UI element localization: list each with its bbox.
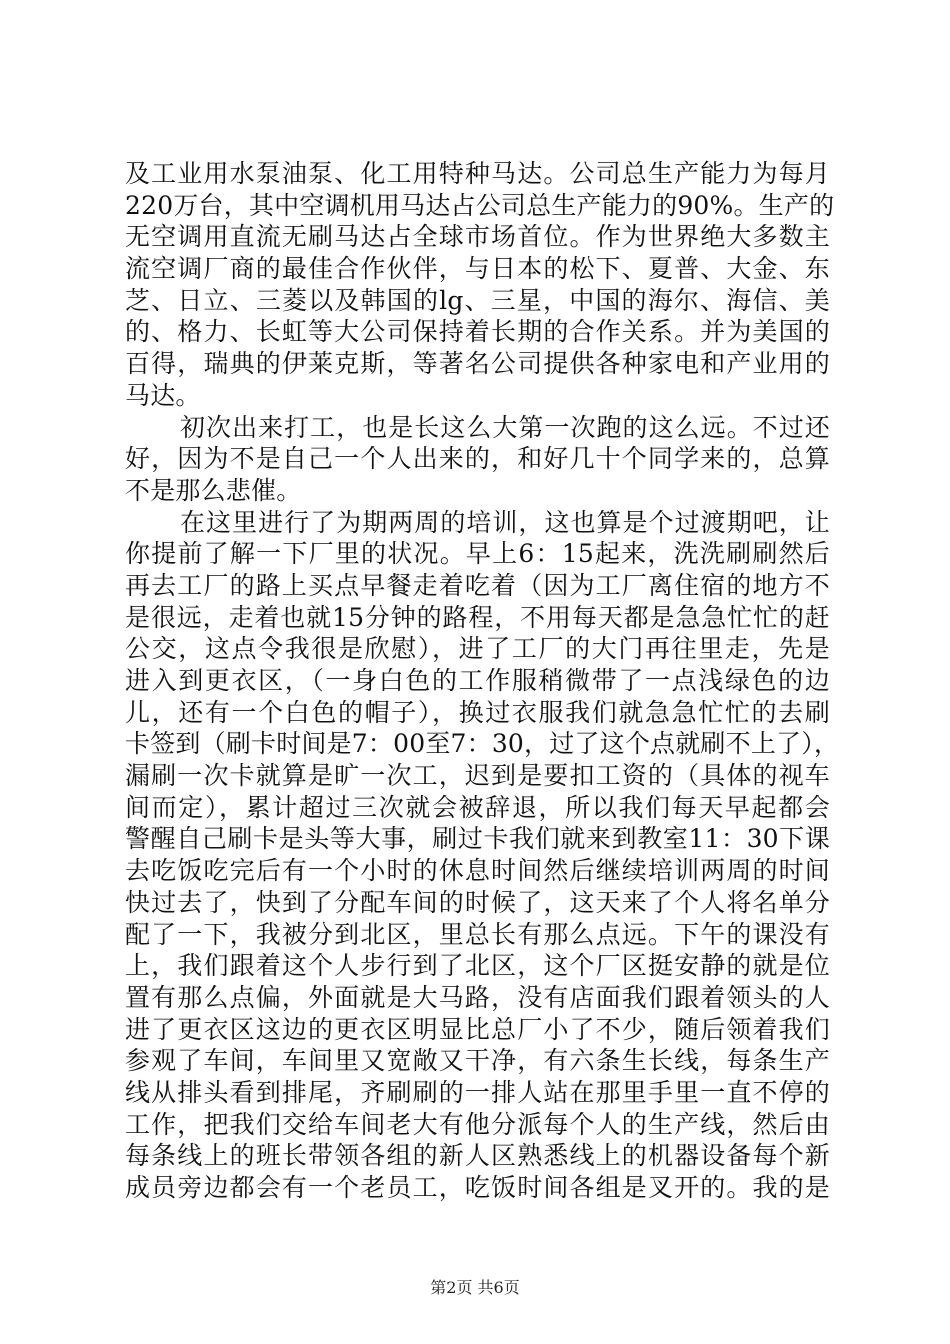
text-line: 警醒自己刷卡是头等大事，刷过卡我们就来到教室11：30下课 — [125, 824, 830, 854]
text-line: 不是那么悲催。 — [125, 475, 302, 505]
text-line: 公交，这点令我很是欣慰），进了工厂的大门再往里走，先是 — [125, 634, 830, 664]
text-line: 参观了车间，车间里又宽敞又干净，有六条生长线，每条生产 — [125, 1046, 830, 1076]
text-line: 进了更衣区这边的更衣区明显比总厂小了不少，随后领着我们 — [125, 1014, 830, 1044]
text-line: 配了一下，我被分到北区，里总长有那么点远。下午的课没有 — [125, 919, 830, 949]
text-line: 好，因为不是自己一个人出来的，和好几十个同学来的，总算 — [125, 444, 830, 474]
text-line: 百得，瑞典的伊莱克斯，等著名公司提供各种家电和产业用的 — [125, 349, 830, 379]
text-line: 每条线上的班长带领各组的新人区熟悉线上的机器设备每个新 — [125, 1141, 830, 1171]
paragraph-first-job — [125, 412, 830, 507]
text-line: 线从排头看到排尾，齐刷刷的一排人站在那里手里一直不停的 — [125, 1077, 830, 1107]
text-line: 进入到更衣区，（一身白色的工作服稍微带了一点浅绿色的边 — [125, 666, 830, 695]
text-line: 快过去了，快到了分配车间的时候了，这天来了个人将名单分 — [125, 887, 830, 917]
text-line: 是很远，走着也就15分钟的路程，不用每天都是急急忙忙的赶 — [125, 602, 830, 632]
text-line: 流空调厂商的最佳合作伙伴，与日本的松下、夏普、大金、东 — [125, 254, 830, 284]
text-line: 及工业用水泵油泵、化工用特种马达。公司总生产能力为每月 — [125, 159, 830, 188]
document-body — [125, 158, 840, 1204]
text-line: 在这里进行了为期两周的培训，这也算是个过渡期吧，让 — [180, 507, 830, 537]
text-line: 卡签到（刷卡时间是7：00至7：30，过了这个点就刷不上了）， — [125, 729, 840, 759]
text-line: 你提前了解一下厂里的状况。早上6：15起来，洗洗刷刷然后 — [125, 539, 830, 569]
text-line: 无空调用直流无刷马达占全球市场首位。作为世界绝大多数主 — [125, 222, 830, 252]
paragraph-training — [125, 507, 840, 1204]
text-line: 成员旁边都会有一个老员工，吃饭时间各组是叉开的。我的是 — [125, 1173, 830, 1202]
page-footer: 第2页 共6页 — [430, 1278, 520, 1297]
text-line: 置有那么点偏，外面就是大马路，没有店面我们跟着领头的人 — [125, 982, 830, 1012]
text-line: 去吃饭吃完后有一个小时的休息时间然后继续培训两周的时间 — [125, 856, 830, 886]
text-line: 再去工厂的路上买点早餐走着吃着（因为工厂离住宿的地方不 — [125, 570, 830, 600]
text-line: 芝、日立、三菱以及韩国的lg、三星，中国的海尔、海信、美 — [125, 285, 830, 315]
paragraph-company-intro — [125, 158, 835, 412]
text-line: 工作，把我们交给车间老大有他分派每个人的生产线，然后由 — [125, 1109, 830, 1139]
text-line: 漏刷一次卡就算是旷一次工，迟到是要扣工资的（具体的视车 — [125, 761, 830, 791]
text-line: 马达。 — [125, 380, 201, 410]
text-line: 间而定），累计超过三次就会被辞退，所以我们每天早起都会 — [125, 792, 830, 822]
text-line: 220万台，其中空调机用马达占公司总生产能力的90%。生产的 — [125, 190, 835, 220]
text-line: 上，我们跟着这个人步行到了北区，这个厂区挺安静的就是位 — [125, 951, 830, 981]
text-line: 儿，还有一个白色的帽子），换过衣服我们就急急忙忙的去刷 — [125, 697, 830, 727]
text-line: 初次出来打工，也是长这么大第一次跑的这么远。不过还 — [180, 412, 830, 442]
text-line: 的、格力、长虹等大公司保持着长期的合作关系。并为美国的 — [125, 317, 830, 347]
